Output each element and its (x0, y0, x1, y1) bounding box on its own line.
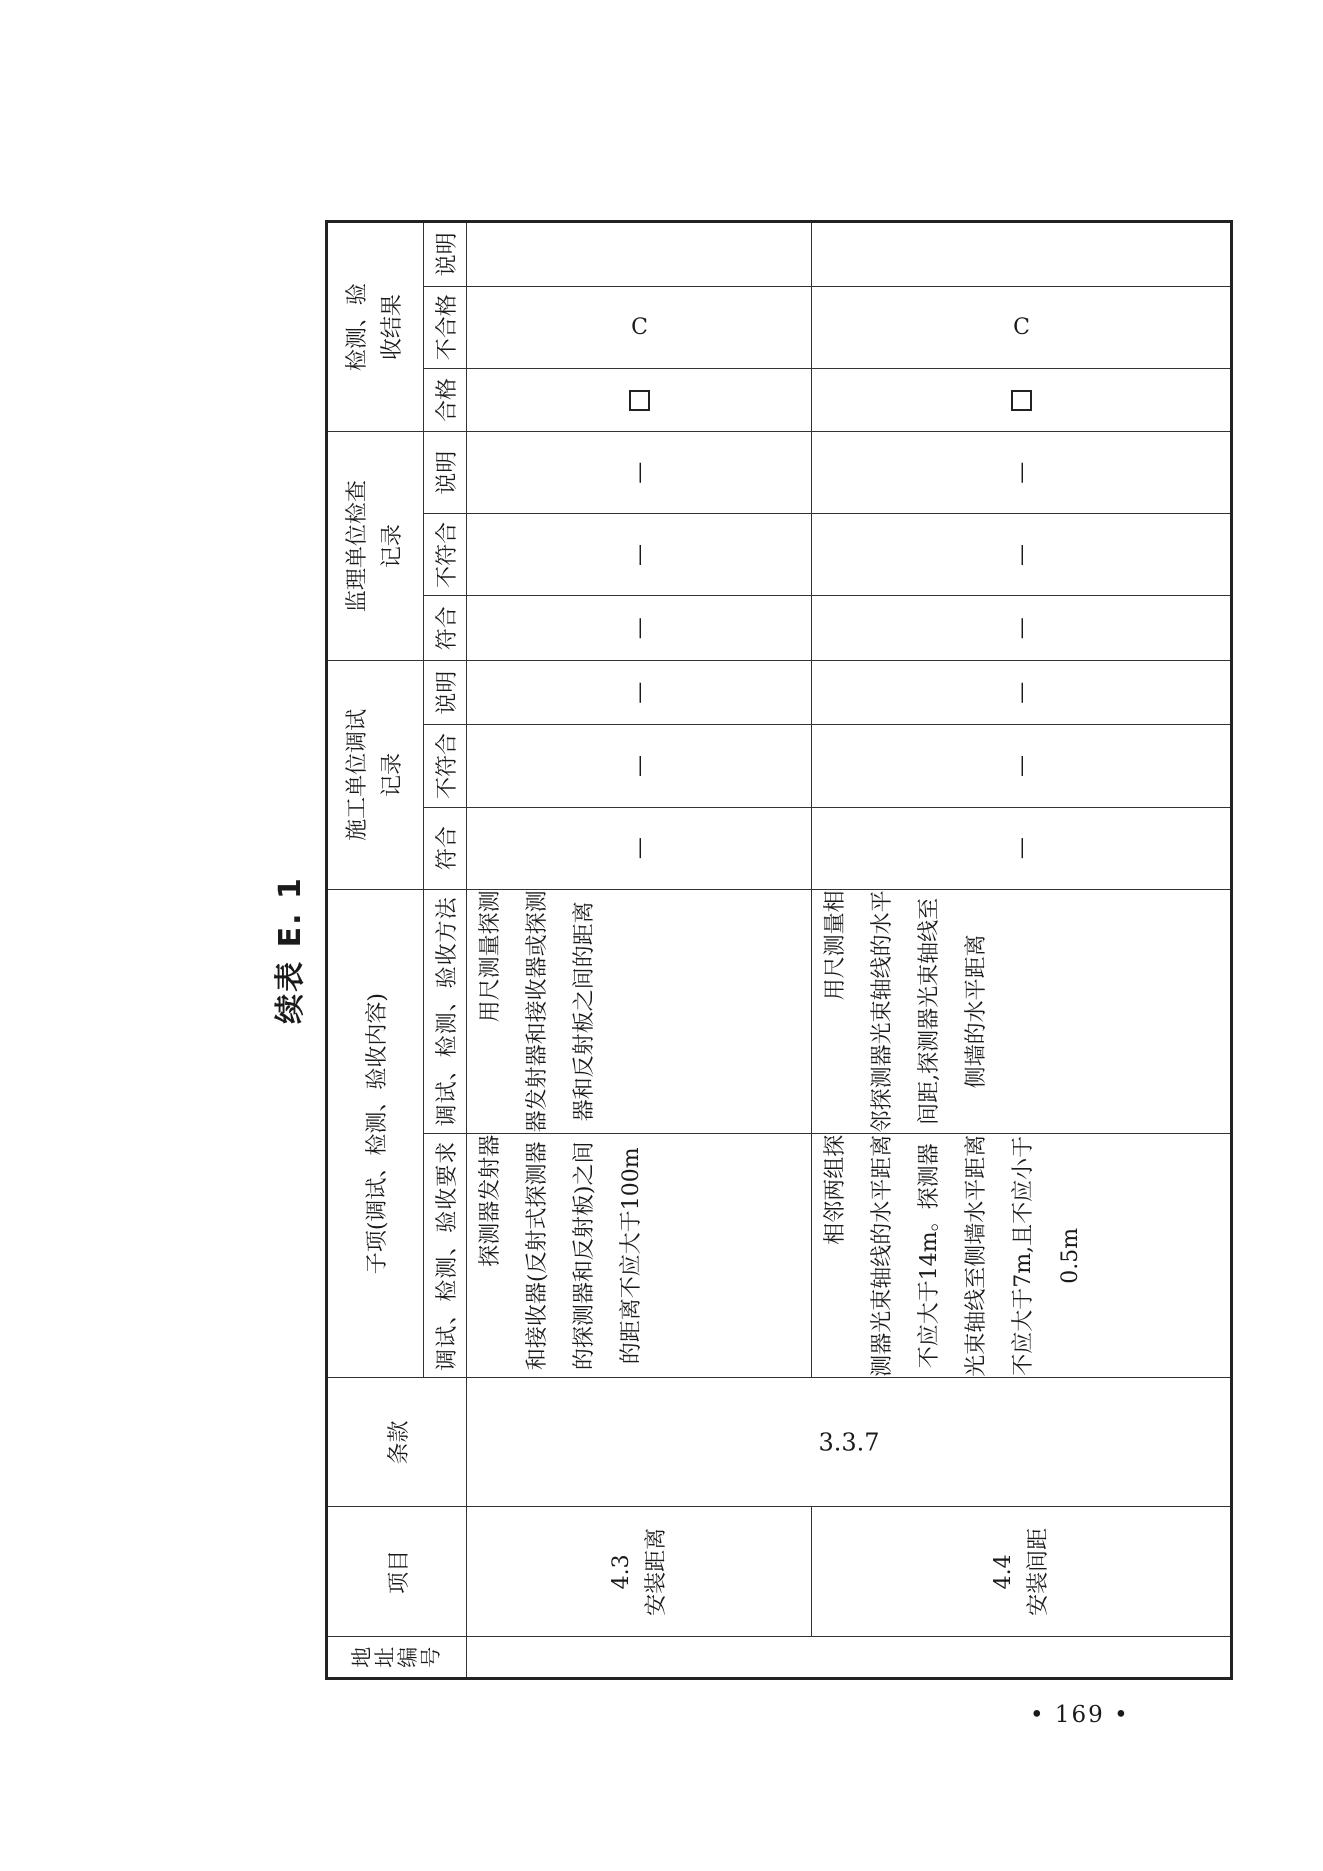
supervision-conform-value: — (812, 596, 1232, 660)
header-supervision-group: 监理单位检查记录 (327, 432, 424, 661)
item-number: 4.3 (608, 1554, 634, 1590)
construction-nonconform-value: — (812, 725, 1232, 807)
header-construction-conform: 符合 (424, 807, 467, 889)
acceptance-table (325, 220, 1233, 1680)
header-method: 调试、检测、验收方法 (424, 889, 467, 1133)
result-note-value (467, 222, 812, 287)
requirement-text: 相邻两组探测器光束轴线的水平距离不应大于14m。探测器光束轴线至侧墙水平距离不应大于7m,且不应小于0.5m (823, 1134, 1083, 1377)
header-subitem-group: 子项(调试、检测、验收内容) (327, 889, 424, 1378)
item-cell (467, 1507, 812, 1637)
header-construction-note: 说明 (424, 660, 467, 724)
supervision-conform-value: — (467, 596, 812, 660)
requirement-cell (812, 1134, 1232, 1378)
header-construction-group: 施工单位调试记录 (327, 660, 424, 889)
header-supervision-conform: 符合 (424, 596, 467, 660)
table-row (467, 222, 812, 1679)
address-code-cell (467, 1637, 1232, 1679)
supervision-note-value: — (467, 432, 812, 514)
supervision-note-value: — (812, 432, 1232, 514)
construction-note-value: — (467, 660, 812, 724)
header-supervision-nonconform: 不符合 (424, 514, 467, 596)
item-cell (812, 1507, 1232, 1637)
result-note-value (812, 222, 1232, 287)
clause-value: 3.3.7 (817, 1428, 880, 1457)
clause-cell (467, 1378, 1232, 1507)
supervision-nonconform-value: — (467, 514, 812, 596)
table-caption: 续表 E. 1 (273, 876, 308, 1024)
construction-nonconform-value: — (467, 725, 812, 807)
construction-conform-value: — (812, 807, 1232, 889)
rotated-page (245, 220, 1155, 1680)
header-construction-nonconform: 不符合 (424, 725, 467, 807)
header-qualified: 合格 (424, 368, 467, 431)
unqualified-mark-cell (812, 286, 1232, 368)
qualified-checkbox-cell (467, 368, 812, 431)
unqualified-mark: C (630, 314, 648, 340)
qualified-checkbox (629, 390, 650, 411)
header-item: 项目 (327, 1507, 467, 1637)
requirement-cell (467, 1134, 812, 1378)
method-text: 用尺测量探测器发射器和接收器或探测器和反射板之间的距离 (478, 890, 597, 1133)
construction-note-value: — (812, 660, 1232, 724)
supervision-nonconform-value: — (812, 514, 1232, 596)
item-name: 安装间距 (1026, 1527, 1051, 1616)
header-address-code: 地址编号 (327, 1637, 467, 1679)
unqualified-mark: C (1012, 314, 1030, 340)
header-supervision-note: 说明 (424, 432, 467, 514)
header-result-group: 检测、验收结果 (327, 222, 424, 432)
method-cell (812, 889, 1232, 1133)
header-clause: 条款 (327, 1378, 467, 1507)
qualified-checkbox (1011, 390, 1032, 411)
qualified-checkbox-cell (812, 368, 1232, 431)
header-result-note: 说明 (424, 222, 467, 287)
header-requirement: 调试、检测、验收要求 (424, 1134, 467, 1378)
method-cell (467, 889, 812, 1133)
item-number: 4.4 (990, 1554, 1016, 1590)
construction-conform-value: — (467, 807, 812, 889)
requirement-text: 探测器发射器和接收器(反射式探测器的探测器和反射板)之间的距离不应大于100m (478, 1134, 644, 1371)
unqualified-mark-cell (467, 286, 812, 368)
item-name: 安装距离 (644, 1527, 669, 1616)
page-number: • 169 • (1030, 1702, 1130, 1728)
header-unqualified: 不合格 (424, 286, 467, 368)
method-text: 用尺测量相邻探测器光束轴线的水平间距,探测器光束轴线至侧墙的水平距离 (823, 890, 989, 1133)
